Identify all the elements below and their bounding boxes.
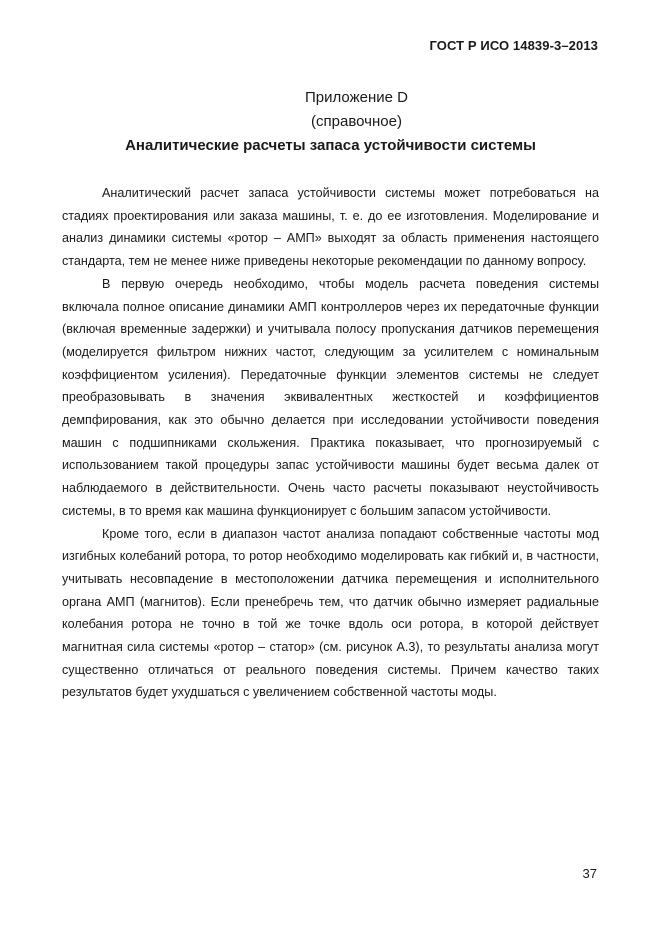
paragraph: В первую очередь необходимо, чтобы модель расчета поведения системы включала полное описание динамики АМП контроллеров через их передаточные функции (включая временные задержки) и учитывала полосу пропускания датчиков перемещения (моделируется фильтром нижних частот, следующим за усилителем с номинальным коэффициентом усиления). Передаточные функции элементов системы не следует преобразовывать в значения эквивалентных жесткостей и коэффициентов демпфирования, как это обычно делается при исследовании устойчивости поведения машин с подшипниками скольжения. Практика показывает, что прогнозируемый с использованием такой процедуры запас устойчивости машины будет весьма далек от наблюдаемого в действительности. Очень часто расчеты показывают неустойчивость системы, в то время как машина функционирует с большим запасом устойчивости.: [62, 276, 599, 518]
page-header-standard: ГОСТ Р ИСО 14839-3–2013: [429, 38, 598, 53]
title-block: [0, 86, 661, 158]
paragraph: Аналитический расчет запаса устойчивости системы может потребоваться на стадиях проектирования или заказа машины, т. е. до ее изготовления. Моделирование и анализ динамики системы «ротор – АМП» выходят за область применения настоящего стандарта, тем не менее ниже приведены некоторые рекомендации по данному вопросу.: [62, 186, 599, 269]
section-heading: Аналитические расчеты запаса устойчивости системы: [125, 137, 536, 154]
appendix-note: (справочное): [311, 113, 402, 130]
appendix-title: Приложение D: [305, 89, 408, 106]
paragraph: Кроме того, если в диапазон частот анализа попадают собственные частоты мод изгибных колебаний ротора, то ротор необходимо моделировать как гибкий и, в частности, учитывать несовпадение в местоположении датчика перемещения и исполнительного органа АМП (магнитов). Если пренебречь тем, что датчик обычно измеряет радиальные колебания ротора не точно в той же точке вдоль оси ротора, в которой действует магнитная сила системы «ротор – статор» (см. рисунок А.3), то результаты анализа могут существенно отличаться от реального поведения системы. Причем качество таких результатов будет ухудшаться с увеличением собственной частоты моды.: [62, 526, 599, 700]
page-number: 37: [582, 866, 597, 881]
body-text: [62, 182, 599, 704]
